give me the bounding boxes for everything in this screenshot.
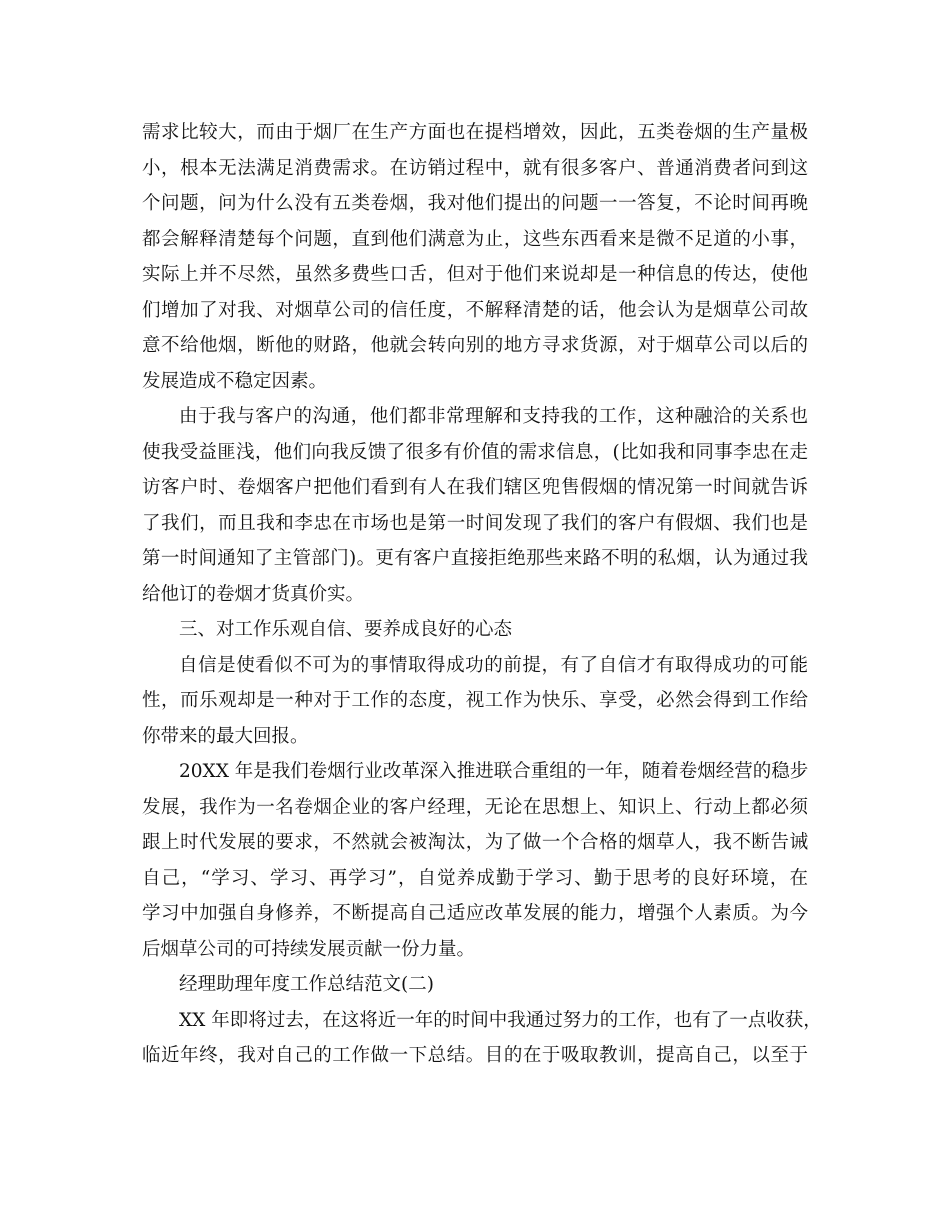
text-line: 临近年终，我对自己的工作做一下总结。目的在于吸取教训，提高自己，以至于 [142, 1045, 808, 1066]
text-line: 使我受益匪浅，他们向我反馈了很多有价值的需求信息，(比如我和同事李忠在走 [142, 441, 808, 463]
text-line: 发展，我作为一名卷烟企业的客户经理，无论在思想上、知识上、行动上都必须 [142, 796, 808, 818]
document-body [142, 115, 822, 1074]
text-line: 意不给他烟，断他的财路，他就会转向别的地方寻求货源，对于烟草公司以后的 [142, 335, 808, 356]
text-line: 了我们，而且我和李忠在市场也是第一时间发现了我们的客户有假烟、我们也是 [142, 512, 808, 534]
text-line: 发展造成不稳定因素。 [142, 370, 328, 392]
text-line: 你带来的最大回报。 [142, 725, 309, 747]
section-heading: 三、对工作乐观自信、要养成良好的心态 [179, 619, 513, 640]
text-line: 第一时间通知了主管部门)。更有客户直接拒绝那些来路不明的私烟，认为通过我 [142, 548, 808, 569]
text-line: 性，而乐观却是一种对于工作的态度，视工作为快乐、享受，必然会得到工作给 [142, 690, 808, 711]
text-line: 个问题，问为什么没有五类卷烟，我对他们提出的问题一一答复，不论时间再晚 [142, 193, 808, 214]
text-line: 跟上时代发展的要求，不然就会被淘汰，为了做一个合格的烟草人，我不断告诫 [142, 832, 808, 853]
text-line: 由于我与客户的沟通，他们都非常理解和支持我的工作，这种融洽的关系也 [179, 406, 808, 427]
text-line: 自信是使看似不可为的事情取得成功的前提，有了自信才有取得成功的可能 [179, 654, 808, 676]
text-line: 后烟草公司的可持续发展贡献一份力量。 [142, 938, 476, 960]
text-line: 实际上并不尽然，虽然多费些口舌，但对于他们来说却是一种信息的传达，使他 [142, 264, 808, 285]
section-heading: 经理助理年度工作总结范文(二) [179, 974, 434, 995]
text-line: 学习中加强自身修养，不断提高自己适应改革发展的能力，增强个人素质。为今 [142, 903, 808, 924]
text-line: 都会解释清楚每个问题，直到他们满意为止，这些东西看来是微不足道的小事， [142, 228, 808, 250]
text-line: XX 年即将过去，在这将近一年的时间中我通过努力的工作，也有了一点收获， [179, 1009, 822, 1031]
text-line: 们增加了对我、对烟草公司的信任度，不解释清楚的话，他会认为是烟草公司故 [142, 299, 808, 321]
text-line: 小，根本无法满足消费需求。在访销过程中，就有很多客户、普通消费者问到这 [142, 157, 808, 179]
text-line: 需求比较大，而由于烟厂在生产方面也在提档增效，因此，五类卷烟的生产量极 [142, 122, 808, 143]
text-line: 自己，“学习、学习、再学习”，自觉养成勤于学习、勤于思考的良好环境，在 [142, 867, 808, 889]
text-line: 20XX 年是我们卷烟行业改革深入推进联合重组的一年，随着卷烟经营的稳步 [179, 761, 809, 782]
text-line: 访客户时、卷烟客户把他们看到有人在我们辖区兜售假烟的情况第一时间就告诉 [142, 477, 808, 498]
text-line: 给他订的卷烟才货真价实。 [142, 583, 365, 605]
